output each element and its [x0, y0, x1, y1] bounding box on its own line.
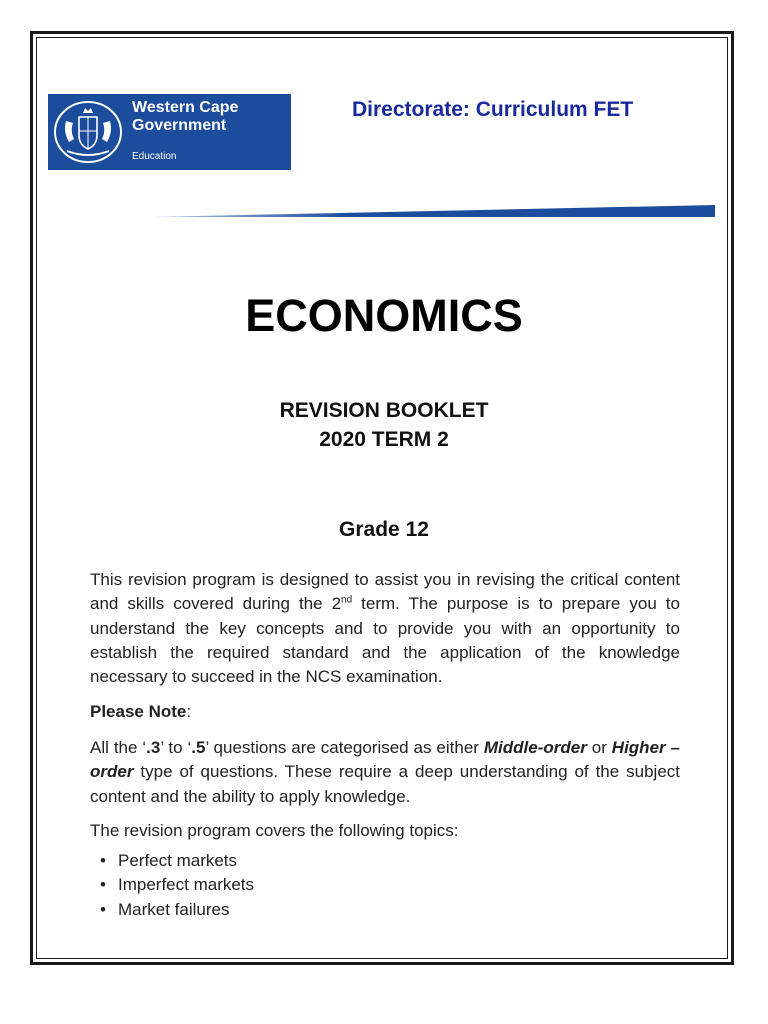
logo-text [128, 94, 291, 170]
logo-line2: Government [132, 117, 227, 134]
page-title: ECONOMICS [245, 290, 523, 341]
order-p2: ’ to ‘ [160, 738, 192, 757]
coat-of-arms-icon [48, 94, 128, 170]
intro-text-b: term. The purpose is to prepare you to understand the key concepts and to provide you with an opportunity to establish the required standard and the application of the knowledge necessary to succeed in the NCS examination. [90, 594, 680, 687]
topics-intro: The revision program covers the following topics: [90, 821, 459, 840]
logo-name [132, 99, 238, 135]
order-p4: or [586, 738, 612, 757]
order-p1: All the ‘ [90, 738, 147, 757]
directorate-heading: Directorate: Curriculum FET [352, 98, 634, 121]
order-b1: .3 [146, 738, 161, 757]
topics-list [90, 849, 254, 922]
subtitle-line2: 2020 TERM 2 [319, 428, 449, 451]
wcg-logo [48, 94, 291, 170]
intro-sup: nd [341, 594, 353, 606]
order-b2: .5 [191, 738, 206, 757]
header-rule [150, 205, 715, 219]
grade-heading: Grade 12 [339, 518, 429, 541]
order-p3: ’ questions are categorised as either [205, 738, 484, 757]
intro-text-a: This revision program is designed to assist you in revising the critical content and skills covered during the 2 [90, 570, 680, 614]
subtitle-line1: REVISION BOOKLET [279, 399, 489, 422]
list-item: • Perfect markets [90, 849, 254, 873]
list-item: • Imperfect markets [90, 873, 254, 897]
middle-order-term: Middle-order [483, 738, 587, 757]
please-note [90, 700, 680, 724]
logo-line1: Western Cape [132, 99, 239, 116]
order-paragraph [90, 736, 680, 809]
logo-department: Education [132, 151, 177, 162]
note-colon: : [186, 702, 192, 721]
higher-order-term: Higher – order [90, 738, 681, 782]
intro-paragraph [90, 568, 680, 689]
list-item: • Market failures [90, 898, 254, 922]
note-label: Please Note [90, 702, 187, 721]
order-p5: type of questions. These require a deep understanding of the subject content and the ability to apply knowledge. [90, 762, 680, 806]
